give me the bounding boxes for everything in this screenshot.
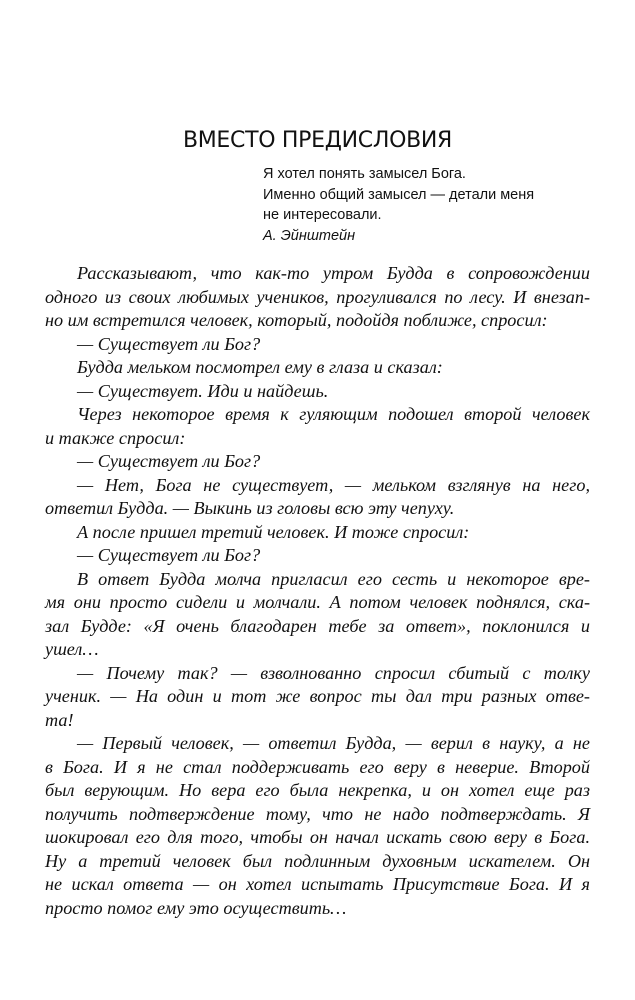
epigraph-line: Я хотел понять замысел Бога. [263,166,466,182]
text-line: Будда мельком посмотрел ему в глаза и сказал: [77,357,443,377]
story-text [45,262,590,920]
text-line: — Первый человек, — ответил Будда, — верил в науку, а не [77,733,590,753]
epigraph-line: не интересовали. [263,207,382,223]
text-line: был верующим. Но вера его была некрепка, и он хотел еще раз [45,780,590,800]
text-line: та! [45,709,74,730]
text-line: шокировал его для того, чтобы он начал искать свою веру в Бога. [45,827,590,847]
page-title: ВМЕСТО ПРЕДИСЛОВИЯ [182,128,453,153]
text-line: В ответ Будда молча пригласил его сесть и некоторое вре- [77,568,590,589]
text-line: и также спросил: [45,427,186,448]
text-line: — Существует ли Бог? [77,545,261,565]
text-line: Рассказывают, что как-то утром Будда в сопровождении [77,263,590,283]
text-line: ответил Будда. — Выкинь из головы всю эту чепуху. [45,498,455,518]
epigraph [263,164,623,246]
text-line: в Бога. И я не стал поддерживать его веру в неверие. Второй [45,756,590,777]
text-line: — Существует ли Бог? [77,333,261,354]
text-line: просто помог ему это осуществить… [45,897,347,918]
text-line: — Нет, Бога не существует, — мельком взглянув на него, [77,474,590,495]
text-line: — Существует ли Бог? [77,451,261,471]
text-line: — Существует. Иди и найдешь. [77,380,329,401]
text-line: Ну а третий человек был подлинным духовным искателем. Он [45,850,590,871]
text-line: одного из своих любимых учеников, прогуливался по лесу. И внезап- [45,286,590,307]
text-line: получить подтверждение тому, что не надо подтверждать. Я [45,803,590,824]
text-line: но им встретился человек, который, подойдя поближе, спросил: [45,310,548,330]
text-line: А после пришел третий человек. И тоже спросил: [77,521,470,542]
text-line: — Почему так? — взволнованно спросил сбитый с толку [77,662,590,683]
text-line: ушел… [45,639,99,659]
text-line: ученик. — На один и тот же вопрос ты дал три разных отве- [45,686,590,706]
text-line: зал Будде: «Я очень благодарен тебе за ответ», поклонился и [45,615,590,636]
text-line: мя они просто сидели и молчали. А потом человек поднялся, ска- [45,592,590,612]
epigraph-author: А. Эйнштейн [263,227,356,244]
epigraph-line: Именно общий замысел — детали меня [263,186,535,203]
text-line: Через некоторое время к гуляющим подошел второй человек [77,404,590,424]
text-line: не искал ответа — он хотел испытать Присутствие Бога. И я [45,874,590,894]
